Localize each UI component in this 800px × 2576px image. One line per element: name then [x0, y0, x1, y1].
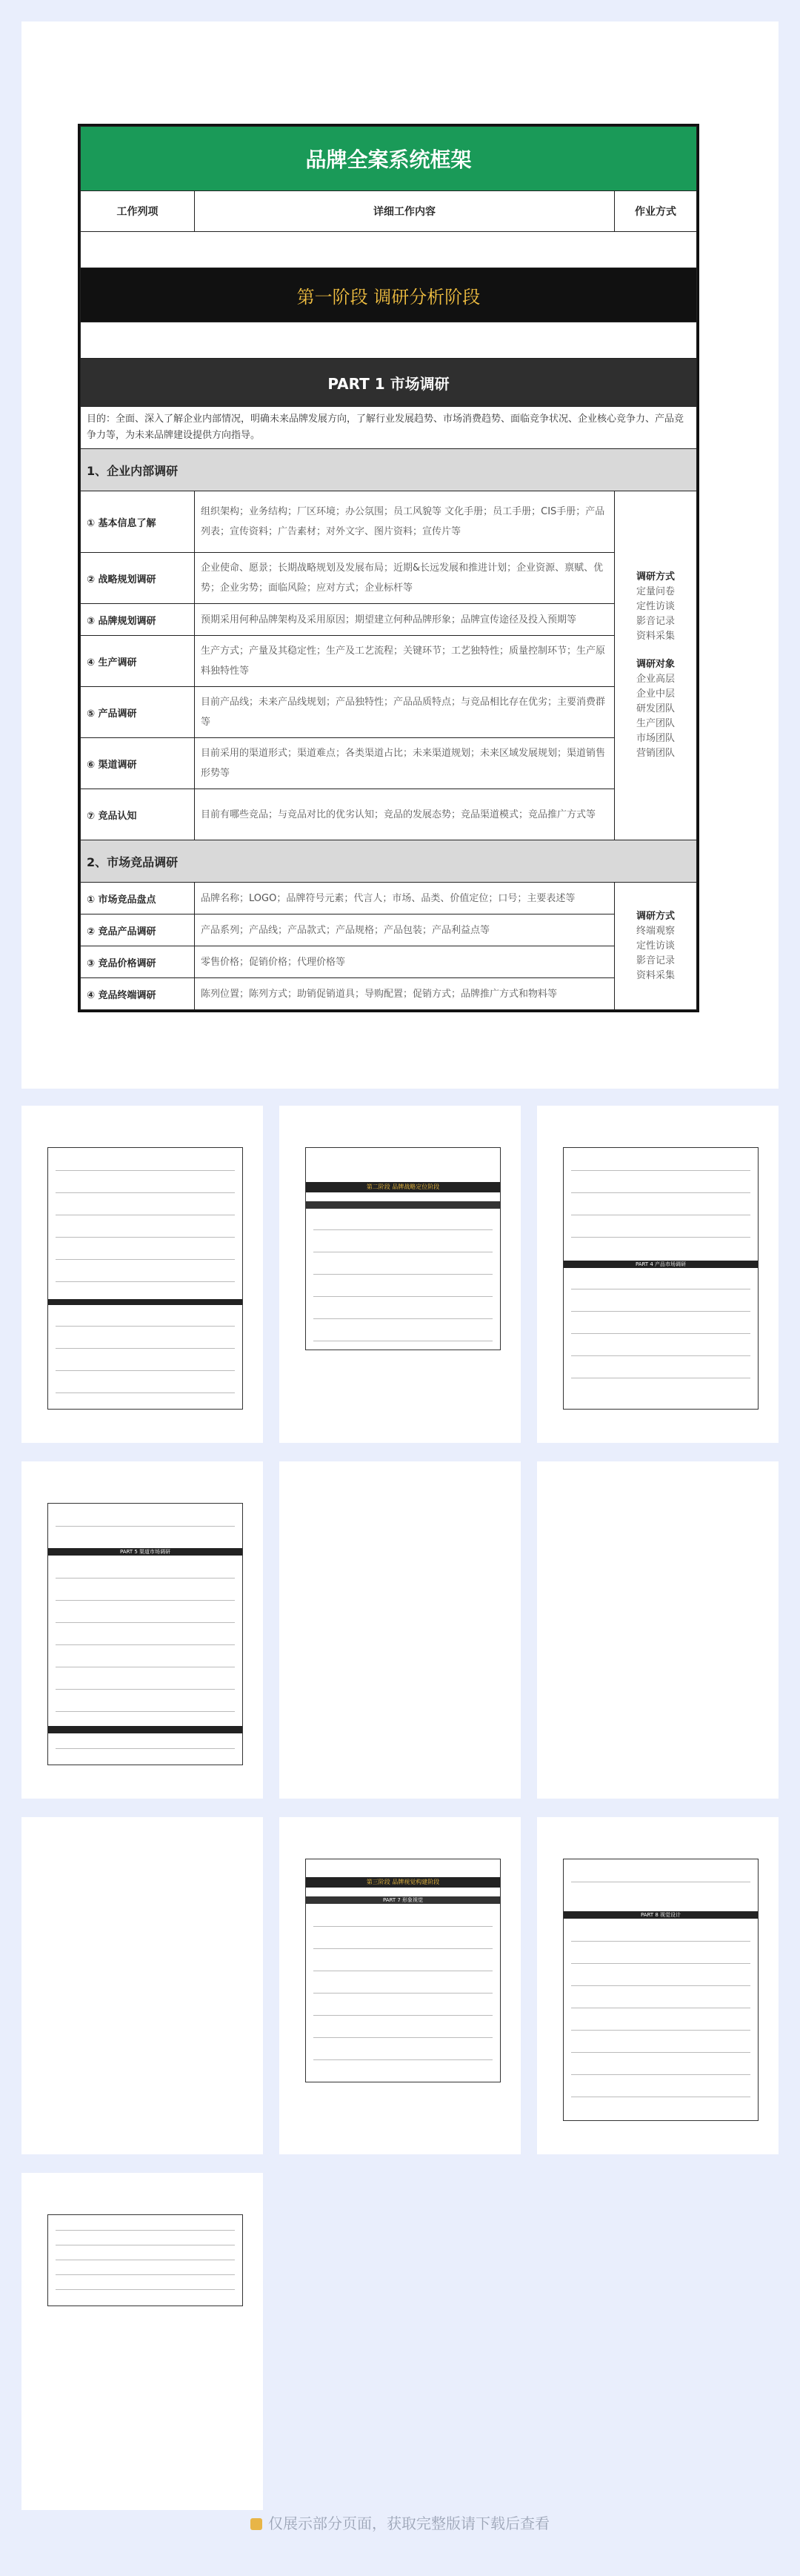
page-thumbnail[interactable]	[21, 1817, 263, 2154]
method-cell	[615, 883, 697, 1010]
thumbnail-label: PART 7 形象视觉	[382, 1897, 424, 1903]
item-name: ④ 生产调研	[81, 636, 195, 687]
thumbnail-label: PART 8 视觉设计	[640, 1912, 681, 1918]
part-title: PART 1 市场调研	[81, 359, 697, 407]
header-detail: 详细工作内容	[195, 191, 615, 232]
item-detail: 目前产品线；未来产品线规划；产品独特性；产品品质特点；与竞品相比存在优劣；主要消费群等	[195, 687, 615, 738]
method-item: 影音记录	[636, 616, 675, 627]
item-detail: 预期采用何种品牌架构及采用原因；期望建立何种品牌形象；品牌宣传途径及投入预期等	[195, 604, 615, 636]
page-thumbnail[interactable]	[21, 1106, 263, 1443]
blank-row	[81, 232, 697, 268]
target-item: 企业中层	[636, 688, 675, 700]
header-item: 工作列项	[81, 191, 195, 232]
item-detail: 组织架构；业务结构；厂区环境；办公氛围；员工风貌等 文化手册；员工手册；CIS手册；产品列表；宣传资料；广告素材；对外文字、图片资料；宣传片等	[195, 491, 615, 553]
target-item: 营销团队	[636, 748, 675, 759]
thumbnail-sheet	[305, 1859, 501, 2082]
item-name: ③ 品牌规划调研	[81, 604, 195, 636]
item-name: ⑤ 产品调研	[81, 687, 195, 738]
footer-text: 仅展示部分页面，获取完整版请下载后查看	[268, 2514, 550, 2532]
item-name: ④ 竞品终端调研	[81, 978, 195, 1010]
thumbnail-sheet	[47, 1147, 243, 1410]
item-name: ① 基本信息了解	[81, 491, 195, 553]
item-name: ③ 竞品价格调研	[81, 946, 195, 978]
item-detail: 生产方式；产量及其稳定性；生产及工艺流程；关键环节；工艺独特性；质量控制环节；生产原料独特性等	[195, 636, 615, 687]
target-item: 研发团队	[636, 703, 675, 714]
item-detail: 零售价格；促销价格；代理价格等	[195, 946, 615, 978]
method-cell	[615, 491, 697, 840]
method-item: 资料采集	[636, 969, 675, 981]
item-name: ⑦ 竞品认知	[81, 789, 195, 840]
item-detail: 目前有哪些竞品；与竞品对比的优劣认知；竞品的发展态势；竞品渠道模式；竞品推广方式等	[195, 789, 615, 840]
item-detail: 品牌名称；LOGO；品牌符号元素；代言人；市场、品类、价值定位；口号；主要表述等	[195, 883, 615, 914]
method-item: 终端观察	[636, 925, 675, 937]
method-item: 定量问卷	[636, 586, 675, 597]
thumbnail-label: 第三阶段 品牌视觉构建阶段	[366, 1879, 440, 1885]
thumbnail-label: 第二阶段 品牌战略定位阶段	[366, 1184, 440, 1190]
footer-notice	[0, 2512, 800, 2533]
method-item: 定性访谈	[636, 601, 675, 612]
item-name: ⑥ 渠道调研	[81, 738, 195, 789]
thumbnail-sheet	[563, 1859, 759, 2121]
item-name: ① 市场竞品盘点	[81, 883, 195, 914]
blank-row	[81, 322, 697, 359]
page-thumbnail[interactable]	[21, 1461, 263, 1799]
item-name: ② 战略规划调研	[81, 553, 195, 604]
section-title: 2、市场竞品调研	[81, 840, 697, 883]
section-title: 1、企业内部调研	[81, 449, 697, 491]
thumbnail-sheet	[305, 1147, 501, 1350]
method-item: 资料采集	[636, 631, 675, 642]
item-detail: 产品系列；产品线；产品款式；产品规格；产品包装；产品利益点等	[195, 914, 615, 946]
lock-icon	[250, 2518, 262, 2530]
thumbnail-sheet	[47, 1503, 243, 1765]
page-thumbnail[interactable]	[537, 1461, 779, 1799]
thumbnail-sheet	[47, 2214, 243, 2306]
purpose-text: 目的：全面、深入了解企业内部情况，明确未来品牌发展方向，了解行业发展趋势、市场消费趋势、面临竞争状况、企业核心竞争力、产品竞争力等，为未来品牌建设提供方向指导。	[81, 407, 697, 449]
method-title: 调研方式	[636, 910, 675, 922]
thumbnail-label: PART 4 产品市场调研	[635, 1261, 687, 1267]
page-thumbnail[interactable]	[537, 1106, 779, 1443]
thumbnail-label: PART 5 渠道市场调研	[119, 1549, 171, 1555]
stage-title: 第一阶段 调研分析阶段	[81, 268, 697, 322]
page-thumbnail[interactable]	[537, 1817, 779, 2154]
page-thumbnail[interactable]	[279, 1461, 521, 1799]
target-item: 生产团队	[636, 718, 675, 729]
item-name: ② 竞品产品调研	[81, 914, 195, 946]
item-detail: 企业使命、愿景；长期战略规划及发展布局；近期&长远发展和推进计划；企业资源、禀赋、优势；企业劣势；面临风险；应对方式；企业标杆等	[195, 553, 615, 604]
page-thumbnail[interactable]	[21, 2173, 263, 2510]
method-title: 调研方式	[636, 571, 675, 582]
item-detail: 目前采用的渠道形式；渠道难点；各类渠道占比；未来渠道规划；未来区域发展规划；渠道销售形势等	[195, 738, 615, 789]
target-item: 市场团队	[636, 733, 675, 744]
method-item: 定性访谈	[636, 940, 675, 952]
header-method: 作业方式	[615, 191, 697, 232]
page-thumbnail[interactable]	[279, 1817, 521, 2154]
target-title: 调研对象	[636, 659, 675, 670]
doc-title: 品牌全案系统框架	[81, 127, 697, 191]
framework-table	[80, 126, 697, 1010]
target-item: 企业高层	[636, 674, 675, 685]
thumbnail-sheet	[563, 1147, 759, 1410]
item-detail: 陈列位置；陈列方式；助销促销道具；导购配置；促销方式；品牌推广方式和物料等	[195, 978, 615, 1010]
method-item: 影音记录	[636, 955, 675, 966]
page-thumbnail[interactable]	[279, 1106, 521, 1443]
